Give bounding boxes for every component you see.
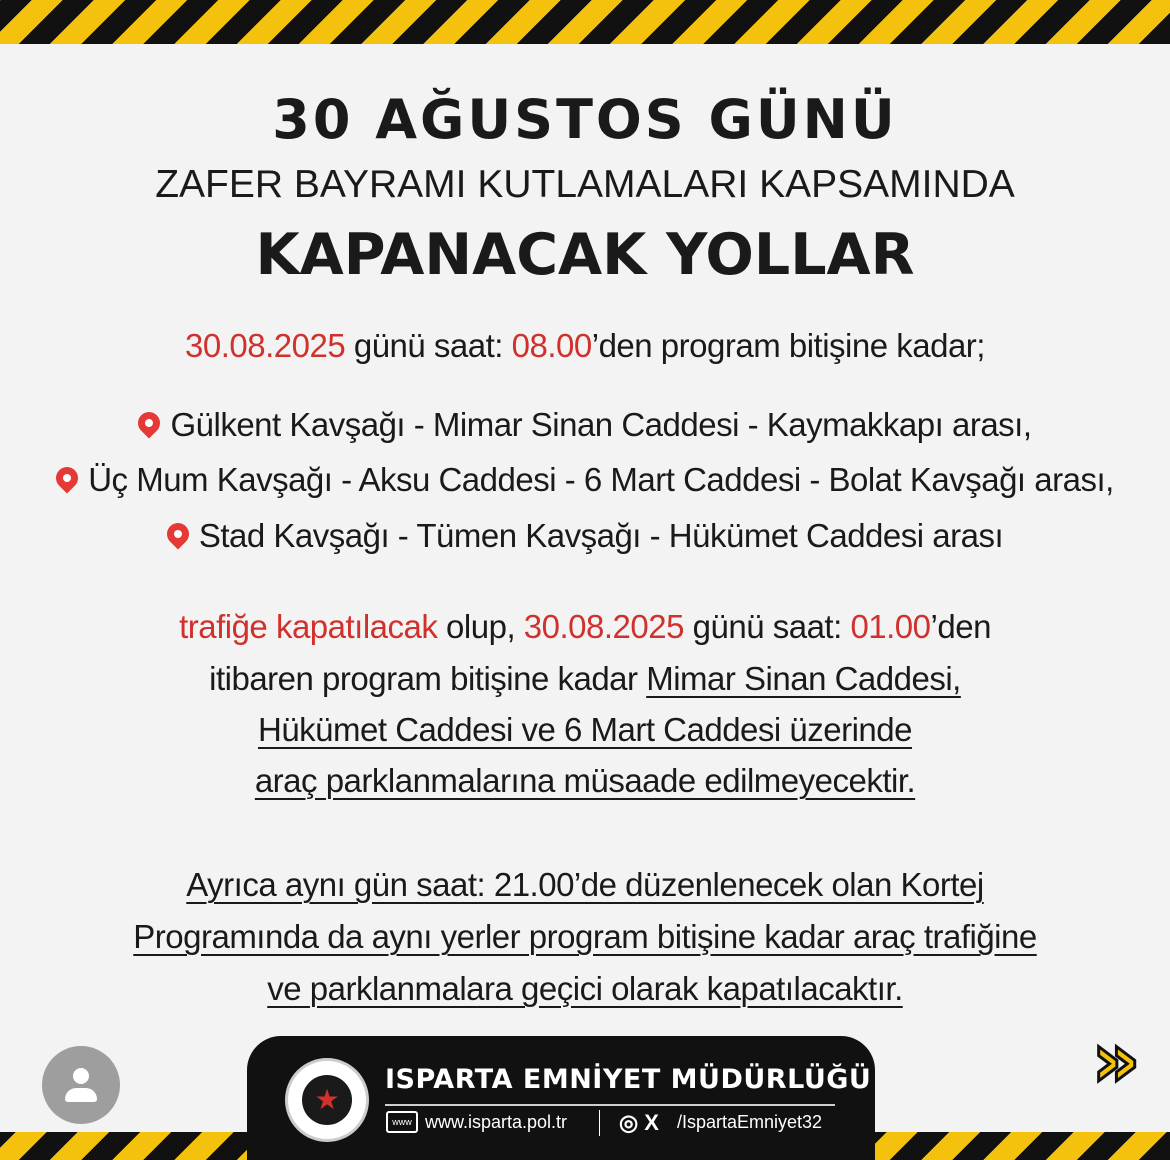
- website-text: www.isparta.pol.tr: [425, 1112, 568, 1132]
- double-chevron-right-icon[interactable]: »: [1091, 1015, 1141, 1104]
- location-pin-icon: [162, 519, 193, 550]
- route-item: [0, 517, 1170, 555]
- footer-separator: [599, 1110, 600, 1136]
- footer-divider: [385, 1104, 835, 1106]
- parking-date: 30.08.2025: [523, 608, 684, 645]
- title-date: 30 AĞUSTOS GÜNÜ: [272, 88, 898, 151]
- parking-text: olup,: [437, 608, 524, 645]
- hazard-stripe-top: [0, 0, 1170, 44]
- schedule-line: [0, 327, 1170, 365]
- parking-street: Mimar Sinan Caddesi,: [646, 660, 961, 697]
- parking-line-1: [0, 608, 1170, 646]
- user-icon-head: [73, 1068, 89, 1084]
- user-icon-body: [65, 1088, 97, 1102]
- route-text: Stad Kavşağı - Tümen Kavşağı - Hükümet Caddesi arası: [198, 517, 1004, 554]
- social-handle: /IspartaEmniyet32: [677, 1112, 823, 1132]
- parking-line-4: [0, 762, 1170, 800]
- cortege-text: Ayrıca aynı gün saat: 21.00’de düzenlenecek olan Kortej: [186, 866, 984, 903]
- title-main: KAPANACAK YOLLAR: [255, 222, 915, 288]
- schedule-time: 08.00: [511, 327, 592, 364]
- title-subtitle: ZAFER BAYRAMI KUTLAMALARI KAPSAMINDA: [155, 163, 1015, 206]
- organization-name: ISPARTA EMNİYET MÜDÜRLÜĞÜ: [385, 1064, 872, 1095]
- police-seal-logo: [285, 1058, 369, 1142]
- footer-banner: [247, 1036, 875, 1160]
- parking-text: günü saat:: [683, 608, 851, 645]
- parking-time: 01.00: [850, 608, 931, 645]
- traffic-closed-text: trafiğe kapatılacak: [179, 608, 438, 645]
- schedule-text-b: ’den program bitişine kadar;: [591, 327, 985, 364]
- cortege-line-3: [0, 970, 1170, 1008]
- cortege-line-1: [0, 866, 1170, 904]
- cortege-text: ve parklanmalara geçici olarak kapatılacaktır.: [267, 970, 903, 1007]
- schedule-date: 30.08.2025: [185, 327, 346, 364]
- location-pin-icon: [134, 408, 165, 439]
- parking-line-2: [0, 660, 1170, 698]
- website-icon: www: [386, 1111, 418, 1133]
- schedule-text-a: günü saat:: [345, 327, 512, 364]
- cortege-line-2: [0, 918, 1170, 956]
- parking-streets: Hükümet Caddesi ve 6 Mart Caddesi üzerinde: [257, 711, 912, 748]
- parking-line-3: [0, 711, 1170, 749]
- parking-prohibition: araç parklanmalarına müsaade edilmeyecektir.: [254, 762, 916, 799]
- route-text: Gülkent Kavşağı - Mimar Sinan Caddesi - Kaymakkapı arası,: [170, 406, 1032, 443]
- parking-text: itibaren program bitişine kadar: [209, 660, 647, 697]
- parking-text: ’den: [930, 608, 991, 645]
- route-item: [0, 406, 1170, 444]
- location-pin-icon: [52, 463, 83, 494]
- cortege-text: Programında da aynı yerler program bitişine kadar araç trafiğine: [133, 918, 1037, 955]
- user-icon[interactable]: [42, 1046, 120, 1124]
- route-item: [0, 461, 1170, 499]
- social-icons: ◎ X: [619, 1110, 659, 1135]
- route-text: Üç Mum Kavşağı - Aksu Caddesi - 6 Mart Caddesi - Bolat Kavşağı arası,: [88, 461, 1114, 498]
